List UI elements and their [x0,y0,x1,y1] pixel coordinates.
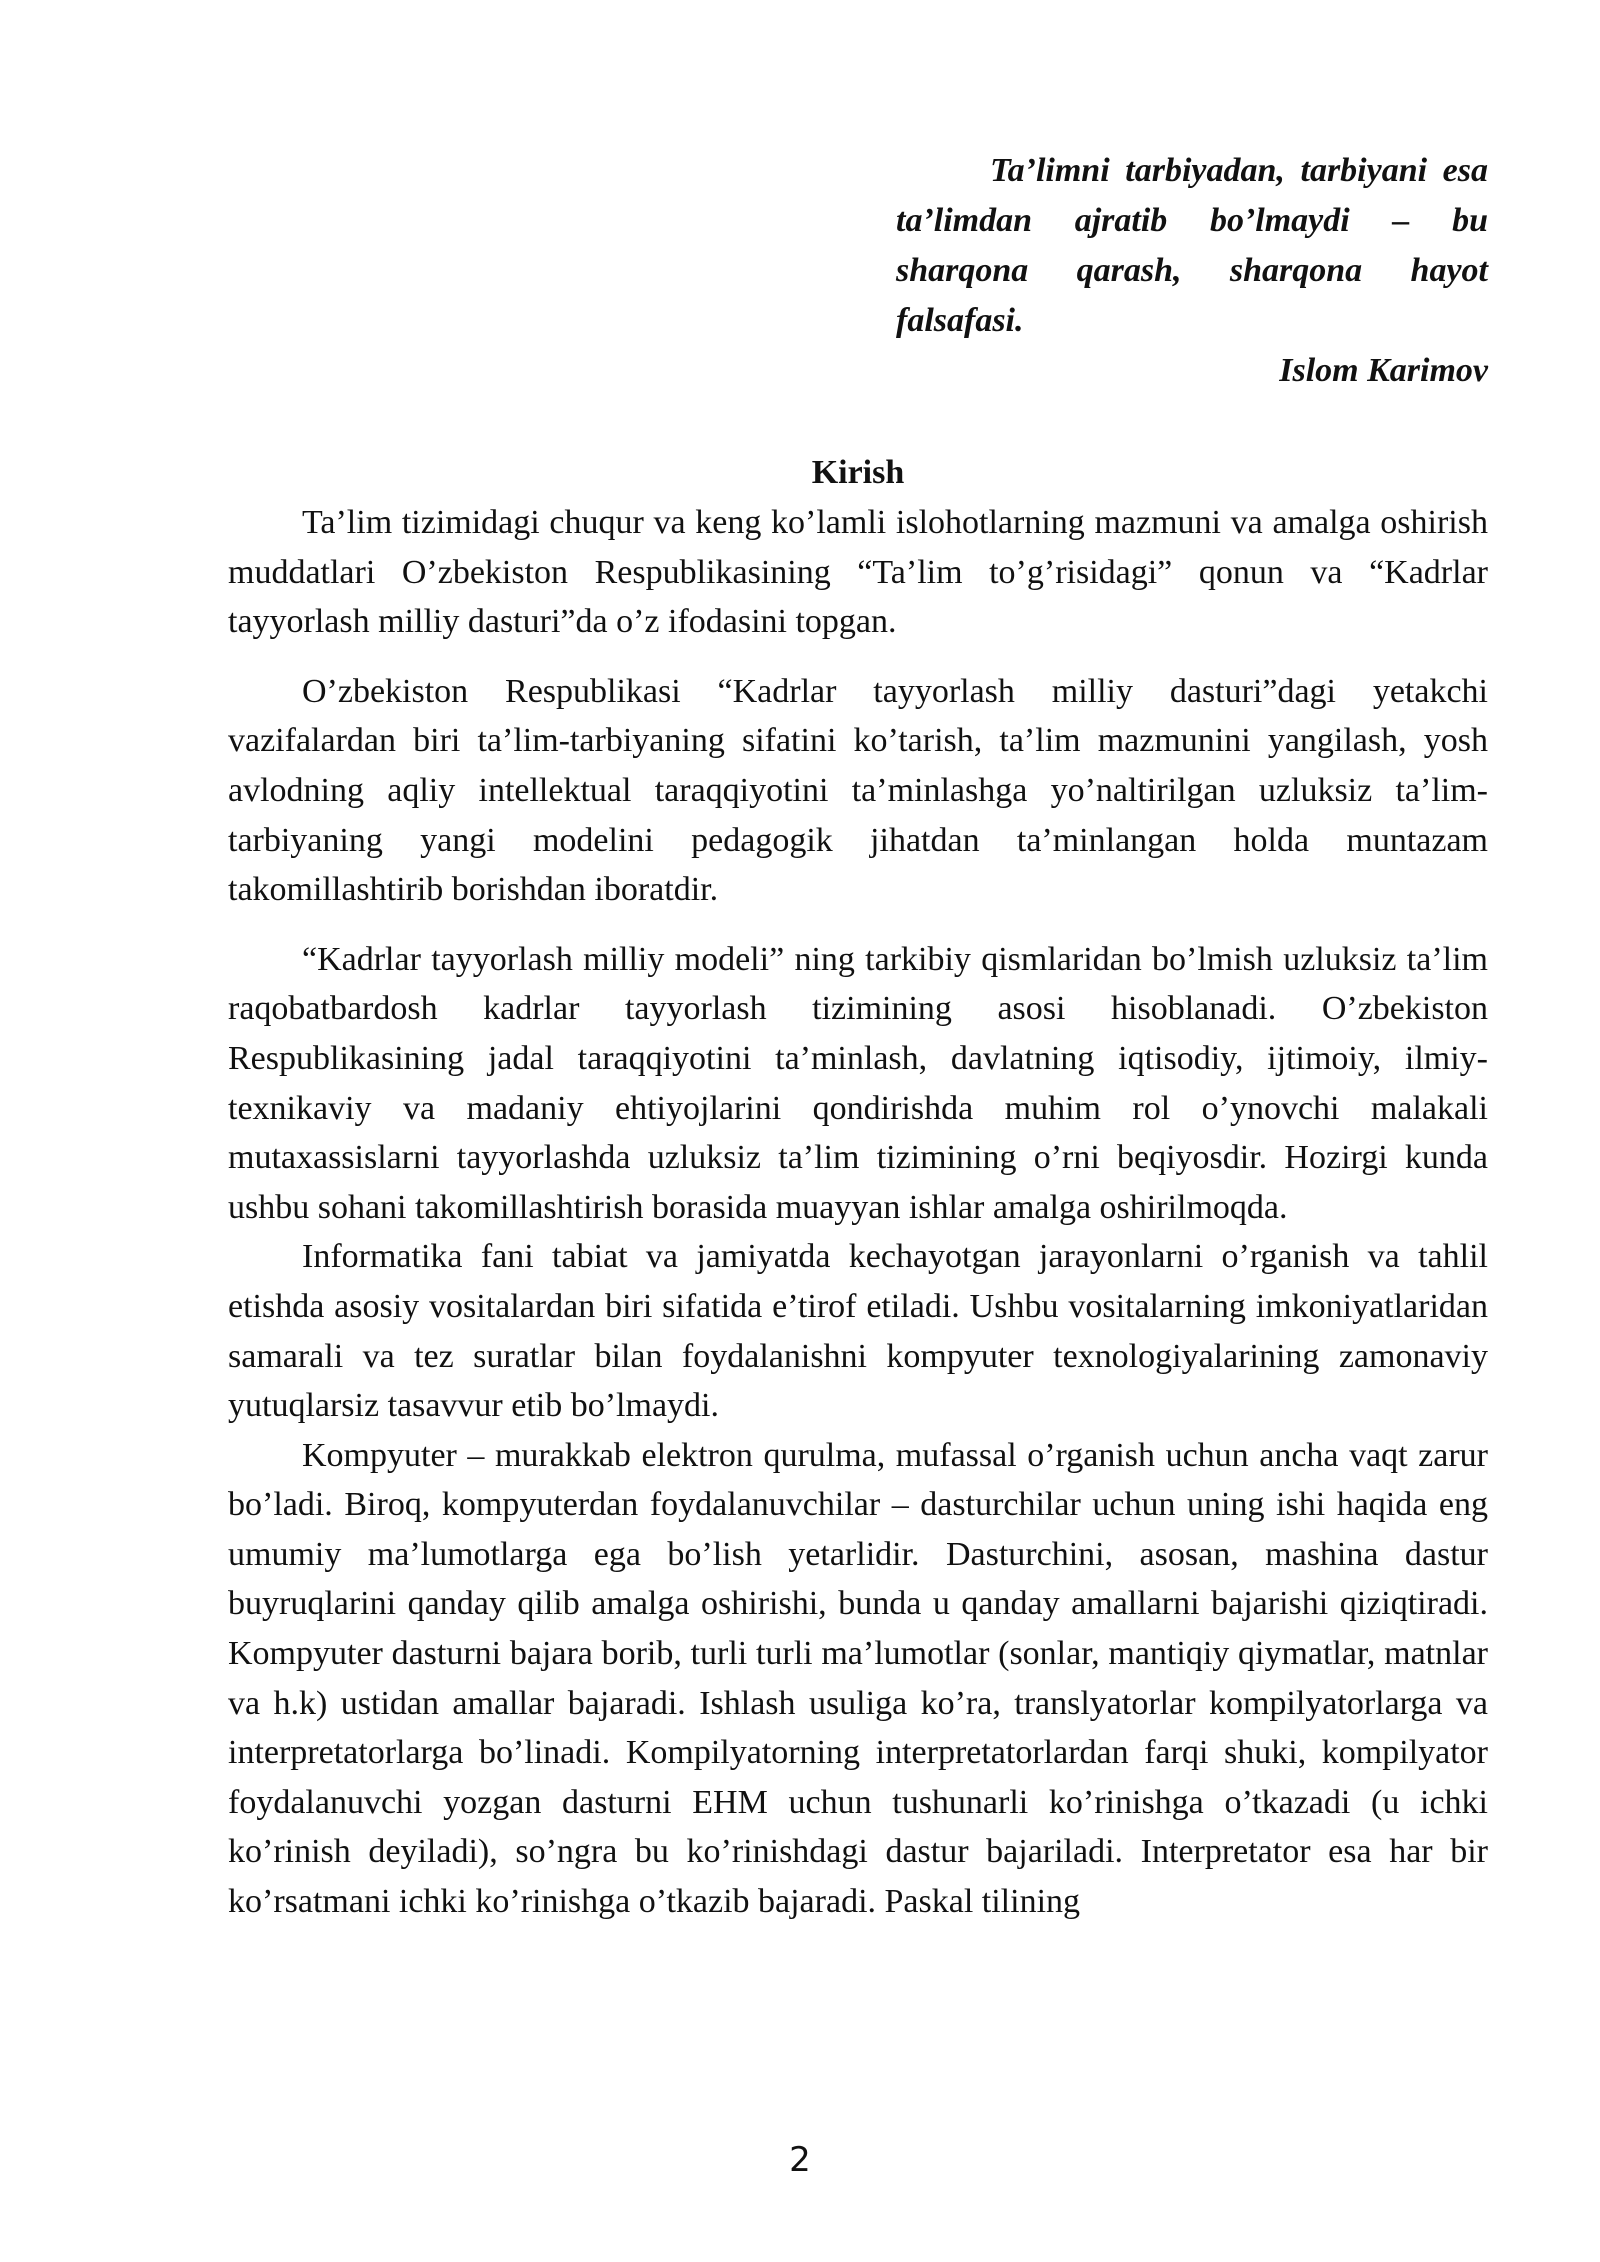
paragraph-1: Ta’lim tizimidagi chuqur va keng ko’lamli islohotlarning mazmuni va amalga oshirish muddatlari O’zbekiston Respublikasining “Ta’lim to’g’risidagi” qonun va “Kadrlar tayyorlash milliy dasturi”da o’z ifodasini topgan. [228,504,1488,641]
paragraph-3: “Kadrlar tayyorlash milliy modeli” ning tarkibiy qismlaridan bo’lmish uzluksiz ta’lim raqobatbardosh kadrlar tayyorlash tizimining asosi hisoblanadi. O’zbekiston Respublikasining jadal taraqqiyotini ta’minlash, davlatning iqtisodiy, ijtimoiy, ilmiy-texnikaviy va madaniy ehtiyojlarini qondirishda muhim rol o’ynovchi malakali mutaxassislarni tayyorlashda uzluksiz ta’lim tizimining o’rni beqiyosdir. Hozirgi kunda ushbu sohani takomillashtirish borasida muayyan ishlar amalga oshirilmoqda. [228,940,1488,1226]
epigraph [896,146,1488,396]
epigraph-quote: Ta’limni tarbiyadan, tarbiyani esa ta’limdan ajratib bo’lmaydi – bu sharqona qarash, sharqona hayot falsafasi. [896,152,1488,339]
paragraph-4: Informatika fani tabiat va jamiyatda kechayotgan jarayonlarni o’rganish va tahlil etishda asosiy vositalardan biri sifatida e’tirof etiladi. Ushbu vositalarning imkoniyatlaridan samarali va tez suratlar bilan foydalanishni kompyuter texnologiyalarining zamonaviy yutuqlarsiz tasavvur etib bo’lmaydi. [228,1238,1488,1425]
section-heading: Kirish [811,454,905,491]
paragraph-5: Kompyuter – murakkab elektron qurulma, mufassal o’rganish uchun ancha vaqt zarur bo’ladi. Biroq, kompyuterdan foydalanuvchilar – dasturchilar uchun uning ishi haqida eng umumiy ma’lumotlarga ega bo’lish yetarlidir. Dasturchini, asosan, mashina dastur buyruqlarini qanday qilib amalga oshirishi, bunda u qanday amallarni bajarishi qiziqtiradi. Kompyuter dasturni bajara borib, turli turli ma’lumotlar (sonlar, mantiqiy qiymatlar, matnlar va h.k) ustidan amallar bajaradi. Ishlash usuliga ko’ra, translyatorlar kompilyatorlarga va interpretatorlarga bo’linadi. Kompilyatorning interpretatorlardan farqi shuki, kompilyator foydalanuvchi yozgan dasturni EHM uchun tushunarli ko’rinishga o’tkazadi (u ichki ko’rinish deyiladi), so’ngra bu ko’rinishdagi dastur bajariladi. Interpretator esa har bir ko’rsatmani ichki ko’rinishga o’tkazib bajaradi. Paskal tilining [228,1436,1488,1921]
page-number: 2 [789,2140,811,2180]
body-text [228,498,1488,1927]
epigraph-author: Islom Karimov [1279,352,1488,389]
paragraph-2: O’zbekiston Respublikasi “Kadrlar tayyorlash milliy dasturi”dagi yetakchi vazifalardan biri ta’lim-tarbiyaning sifatini ko’tarish, ta’lim mazmunini yangilash, yosh avlodning aqliy intellektual taraqqiyotini ta’minlashga yo’naltirilgan uzluksiz ta’lim-tarbiyaning yangi modelini pedagogik jihatdan ta’minlangan holda muntazam takomillashtirib borishdan iboratdir. [228,672,1488,909]
